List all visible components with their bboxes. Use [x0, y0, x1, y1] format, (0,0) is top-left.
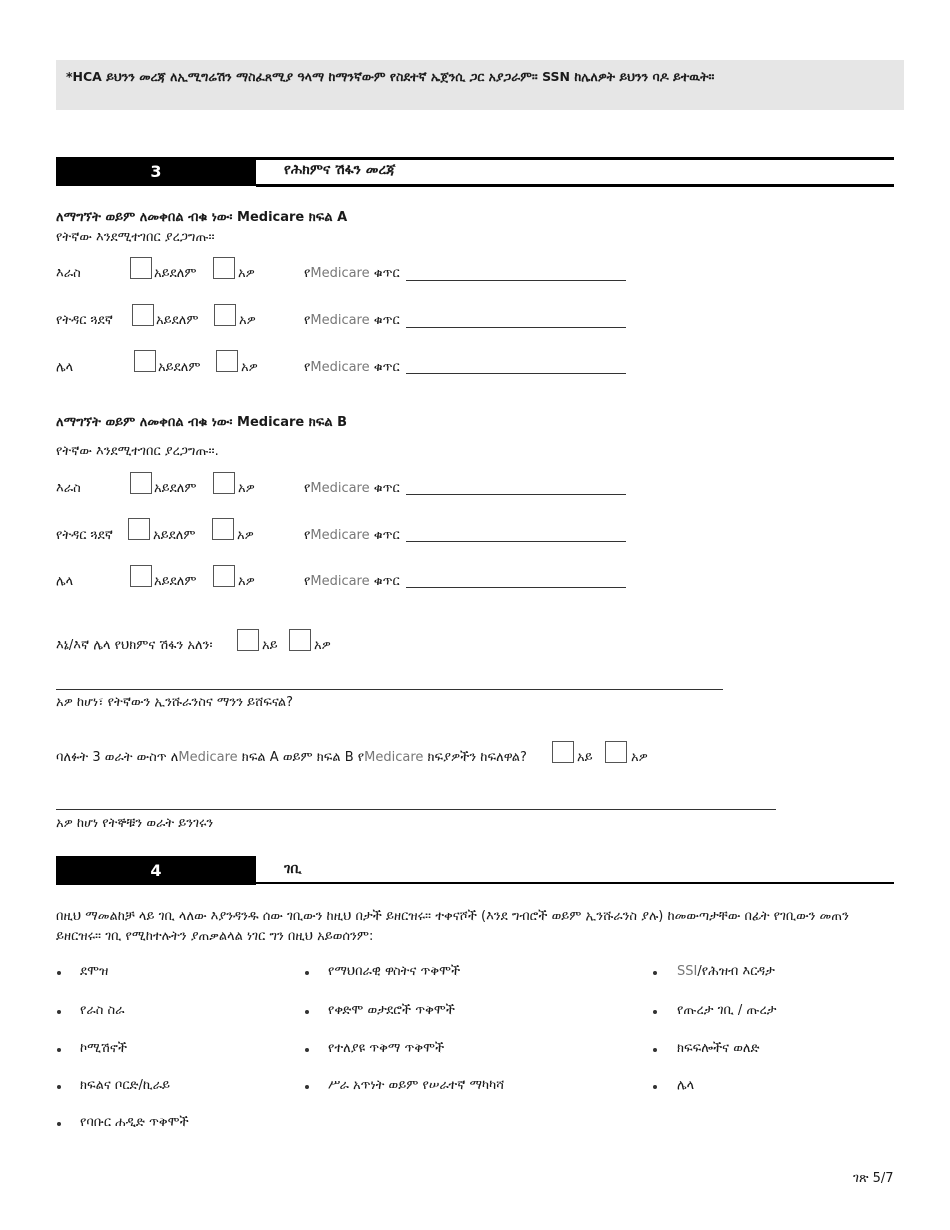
bullet-icon [305, 1010, 309, 1014]
income-item-room-board-rent: ክፍልና ቦርድ/ኪራይ [80, 1078, 170, 1093]
months-question: አዎ ከሆነ የትኞቹን ወራት ይንገሩን [56, 816, 214, 831]
insurer-answer-field[interactable] [56, 689, 723, 690]
section-3-rule-bottom [256, 184, 894, 187]
part-b-spouse-medicare-label: የMedicare ቁጥር [304, 528, 400, 543]
income-item-commissions: ኮሚሽኖች [80, 1041, 128, 1056]
part-b-other-yes-label: አዎ [238, 574, 255, 589]
part-a-heading: ለማግኘት ወይም ለመቀበል ብቁ ነው፡ Medicare ክፍል A [56, 210, 348, 225]
bullet-icon [305, 1085, 309, 1089]
bullet-icon [57, 1048, 61, 1052]
part-a-other-no-label: አይደለም [158, 360, 201, 375]
bullet-icon [305, 971, 309, 975]
income-item-social-security: የማህበራዊ ዋስትና ጥቅሞች [328, 964, 461, 979]
part-b-other-no-checkbox[interactable] [130, 565, 152, 587]
other-coverage-yes-label: አዎ [314, 638, 331, 653]
income-item-other-benefits: የተለያዩ ጥቅማ ጥቅሞች [328, 1041, 445, 1056]
premium-no-checkbox[interactable] [552, 741, 574, 763]
privacy-note-text: *HCA ይህንን መረጃ ለኢሚግሬሽን ማስፈጸሚያ ዓላማ ከማንኛውም የስደተኛ ኤጀንሲ ጋር አያጋራም። SSN ከሌለዎት ይህንን ባዶ ይተዉት። [66, 69, 715, 84]
part-a-other-no-checkbox[interactable] [134, 350, 156, 372]
part-a-spouse-label: የትዳር ጓደኛ [56, 313, 113, 328]
part-a-other-yes-label: አዎ [241, 360, 258, 375]
section-3-rule-top [256, 157, 894, 160]
section-4-number: 4 [56, 856, 256, 885]
premium-question: ባለፉት 3 ወራት ውስጥ ለMedicare ክፍል A ወይም ክፍል B የMedicare ክፍያዎችን ከፍለዋል? [56, 750, 527, 765]
part-a-other-label: ሌላ [56, 360, 74, 375]
part-a-self-medicare-label: የMedicare ቁጥር [304, 266, 400, 281]
bullet-icon [653, 1048, 657, 1052]
income-item-other: ሌላ [677, 1078, 695, 1093]
premium-yes-label: አዎ [631, 750, 648, 765]
income-item-wages: ደሞዝ [80, 964, 109, 979]
income-item-dividends-interest: ክፍፍሎችና ወለድ [677, 1041, 760, 1056]
months-answer-field[interactable] [56, 809, 776, 810]
bullet-icon [57, 1122, 61, 1126]
part-b-spouse-yes-label: አዎ [237, 528, 254, 543]
part-a-self-no-label: አይደለም [154, 266, 197, 281]
part-b-self-no-label: አይደለም [154, 481, 197, 496]
bullet-icon [57, 1010, 61, 1014]
page-number: ገጽ 5/7 [853, 1171, 894, 1186]
section-4-title: ገቢ [284, 861, 302, 877]
part-b-other-no-label: አይደለም [154, 574, 197, 589]
part-b-self-yes-checkbox[interactable] [213, 472, 235, 494]
part-b-spouse-label: የትዳር ጓደኛ [56, 528, 113, 543]
part-a-spouse-no-checkbox[interactable] [132, 304, 154, 326]
income-intro-line1: በዚህ ማመልከቻ ላይ ገቢ ላለው እያንዳንዱ ሰው ገቢውን ከዚህ በታች ይዘርዝሩ። ተቀናሾች (እንደ ግብሮች ወይም ኢንሹራንስ ያሉ) ከመውጣታቸው በፊት የገቢውን መጠን [56, 909, 849, 924]
other-coverage-yes-checkbox[interactable] [289, 629, 311, 651]
part-b-other-medicare-number-field[interactable] [406, 587, 626, 588]
income-item-veterans-benefits: የቀድሞ ወታደሮች ጥቅሞች [328, 1003, 455, 1018]
part-b-self-no-checkbox[interactable] [130, 472, 152, 494]
bullet-icon [305, 1048, 309, 1052]
privacy-note [56, 60, 904, 110]
part-a-spouse-medicare-number-field[interactable] [406, 327, 626, 328]
income-item-ssi: SSI/የሕዝብ እርዳታ [677, 964, 775, 979]
bullet-icon [653, 1085, 657, 1089]
other-coverage-question: እኔ/እኛ ሌላ የህክምና ሽፋን አለን፡ [56, 638, 213, 653]
income-item-railroad-benefits: የባቡር ሐዲድ ጥቅሞች [80, 1115, 189, 1130]
bullet-icon [57, 1085, 61, 1089]
bullet-icon [653, 1010, 657, 1014]
income-item-pension: የጡረታ ገቢ / ጡረታ [677, 1003, 777, 1018]
other-coverage-no-checkbox[interactable] [237, 629, 259, 651]
part-a-spouse-medicare-label: የMedicare ቁጥር [304, 313, 400, 328]
part-b-self-label: እራስ [56, 481, 81, 496]
part-a-spouse-yes-checkbox[interactable] [214, 304, 236, 326]
part-a-spouse-yes-label: አዎ [239, 313, 256, 328]
part-b-self-medicare-label: የMedicare ቁጥር [304, 481, 400, 496]
part-b-heading: ለማግኘት ወይም ለመቀበል ብቁ ነው፡ Medicare ክፍል B [56, 415, 348, 430]
part-b-spouse-no-label: አይደለም [153, 528, 196, 543]
section-3-title: የሕክምና ሽፋን መረጃ [284, 162, 396, 178]
income-item-self-employment: የራስ ስራ [80, 1003, 125, 1018]
part-a-other-medicare-label: የMedicare ቁጥር [304, 360, 400, 375]
part-b-spouse-no-checkbox[interactable] [128, 518, 150, 540]
premium-yes-checkbox[interactable] [605, 741, 627, 763]
section-4-rule [256, 882, 894, 884]
other-coverage-no-label: አይ [262, 638, 278, 653]
part-a-instruction: የትኛው እንደሚተገበር ያረጋግጡ። [56, 230, 215, 245]
part-b-spouse-yes-checkbox[interactable] [212, 518, 234, 540]
premium-no-label: አይ [577, 750, 593, 765]
part-a-spouse-no-label: አይደለም [156, 313, 199, 328]
part-a-self-label: እራስ [56, 266, 81, 281]
income-item-unemployment: ሥራ አጥነት ወይም የሠራተኛ ማካካሻ [328, 1078, 505, 1093]
section-3-number: 3 [56, 157, 256, 186]
part-a-self-yes-label: አዎ [238, 266, 255, 281]
part-a-other-yes-checkbox[interactable] [216, 350, 238, 372]
part-b-other-yes-checkbox[interactable] [213, 565, 235, 587]
part-b-instruction: የትኛው እንደሚተገበር ያረጋግጡ።. [56, 444, 219, 459]
part-b-self-yes-label: አዎ [238, 481, 255, 496]
insurer-question: አዎ ከሆነ፣ የትኛውን ኢንሹራንስና ማንን ይሸፍናል? [56, 695, 294, 710]
part-b-other-medicare-label: የMedicare ቁጥር [304, 574, 400, 589]
part-a-self-yes-checkbox[interactable] [213, 257, 235, 279]
part-a-self-medicare-number-field[interactable] [406, 280, 626, 281]
bullet-icon [57, 971, 61, 975]
part-a-self-no-checkbox[interactable] [130, 257, 152, 279]
part-b-other-label: ሌላ [56, 574, 74, 589]
income-intro-line2: ይዘርዝሩ። ገቢ የሚከተሉትን ያጠቃልላል ነገር ግን በዚህ አይወሰንም: [56, 929, 374, 944]
part-a-other-medicare-number-field[interactable] [406, 373, 626, 374]
bullet-icon [653, 971, 657, 975]
part-b-self-medicare-number-field[interactable] [406, 494, 626, 495]
part-b-spouse-medicare-number-field[interactable] [406, 541, 626, 542]
